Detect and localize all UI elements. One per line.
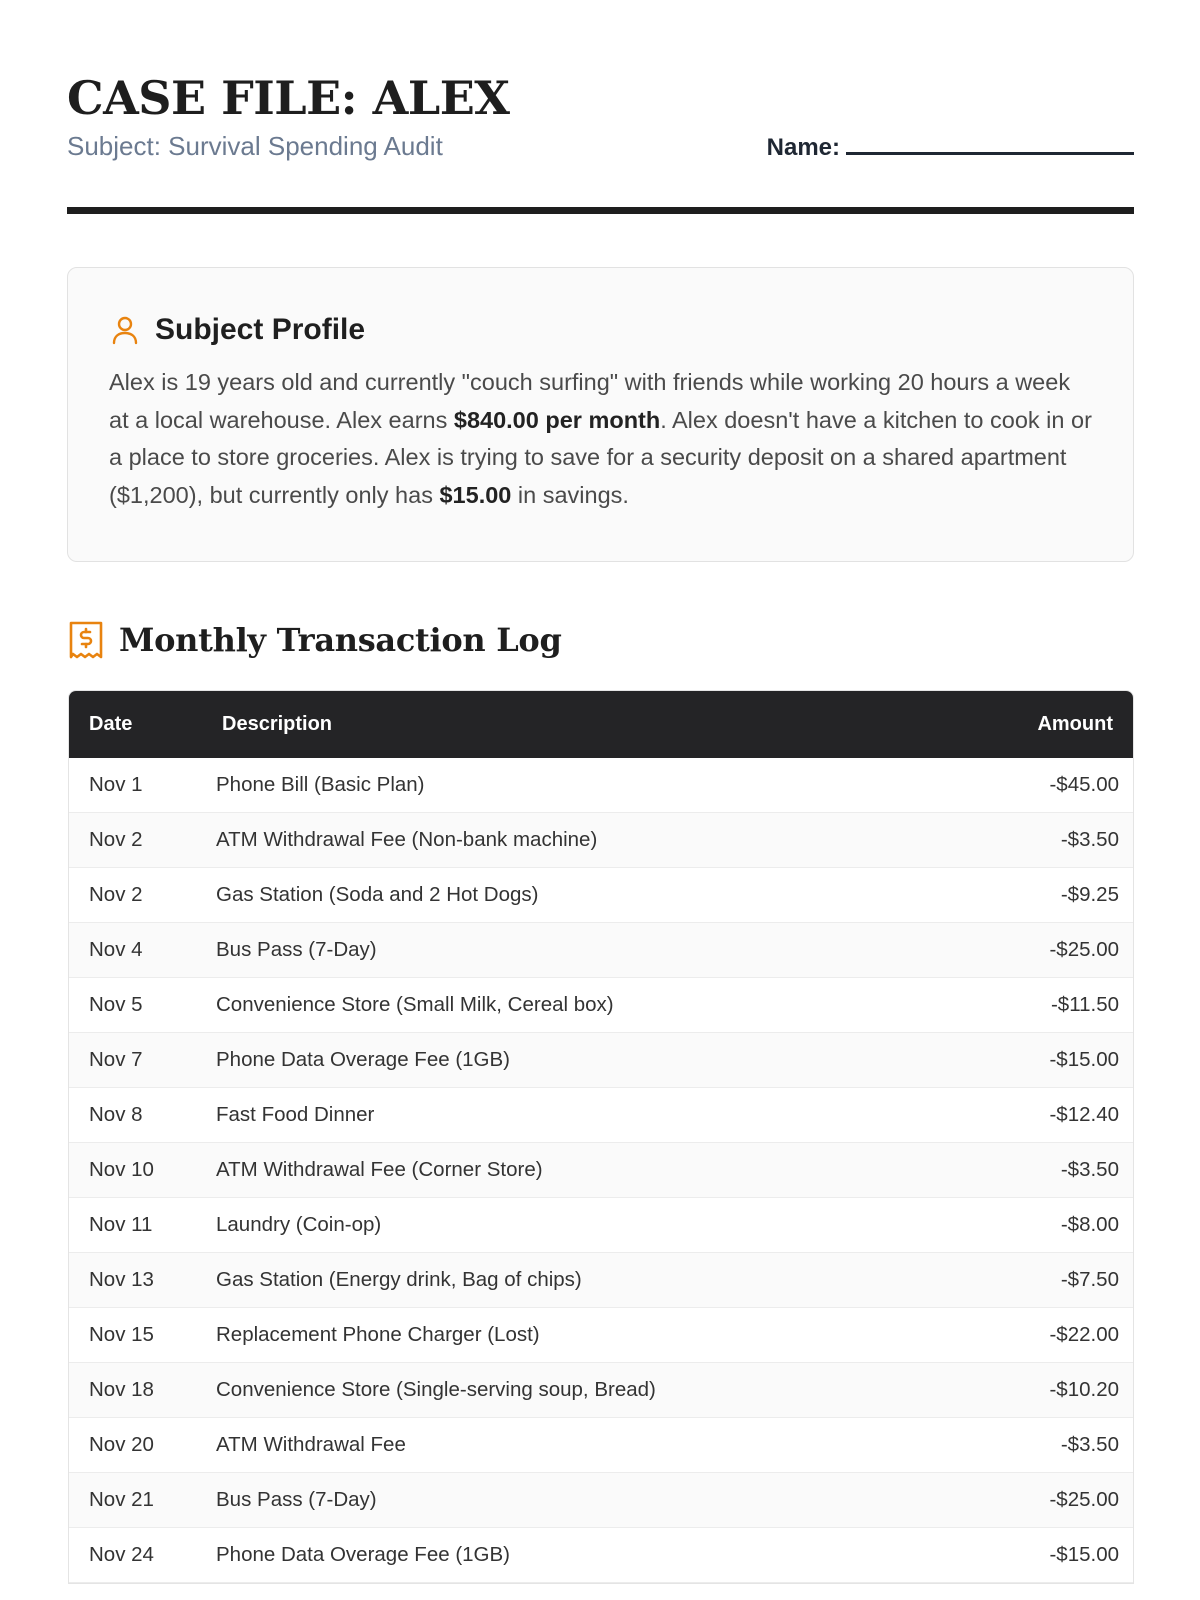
profile-heading bbox=[109, 310, 1092, 350]
row-description: ATM Withdrawal Fee bbox=[216, 1433, 406, 1456]
row-amount: -$22.00 bbox=[1049, 1323, 1119, 1346]
profile-title: Subject Profile bbox=[155, 313, 366, 346]
subject-line: Subject: Survival Spending Audit bbox=[67, 131, 443, 161]
transaction-table bbox=[68, 690, 1134, 1584]
row-description: Bus Pass (7-Day) bbox=[216, 1488, 377, 1511]
row-date: Nov 18 bbox=[89, 1378, 154, 1401]
page-title: CASE FILE: ALEX bbox=[67, 71, 510, 125]
row-amount: -$25.00 bbox=[1049, 1488, 1119, 1511]
column-header-amount: Amount bbox=[1037, 713, 1113, 735]
row-description: Bus Pass (7-Day) bbox=[216, 938, 377, 961]
table-row bbox=[69, 1033, 1133, 1088]
row-description: Fast Food Dinner bbox=[216, 1103, 375, 1126]
table-row bbox=[69, 1143, 1133, 1198]
row-amount: -$45.00 bbox=[1049, 773, 1119, 796]
row-description: Convenience Store (Single-serving soup, Bread) bbox=[216, 1378, 656, 1401]
row-amount: -$12.40 bbox=[1049, 1103, 1119, 1126]
profile-savings: $15.00 bbox=[439, 481, 512, 508]
user-icon bbox=[109, 314, 141, 346]
row-amount: -$3.50 bbox=[1060, 1158, 1119, 1181]
table-row bbox=[69, 1198, 1133, 1253]
table-row bbox=[69, 1363, 1133, 1418]
row-description: ATM Withdrawal Fee (Corner Store) bbox=[216, 1158, 543, 1181]
profile-text-2: . Alex doesn't have a kitchen to cook in or a place to store groceries. Alex is trying to save for a security deposit on a shared apartment ($1,200), but currently only has bbox=[109, 406, 1092, 508]
row-amount: -$15.00 bbox=[1049, 1048, 1119, 1071]
table-row bbox=[69, 923, 1133, 978]
row-description: ATM Withdrawal Fee (Non-bank machine) bbox=[216, 828, 598, 851]
row-date: Nov 5 bbox=[89, 993, 143, 1016]
row-amount: -$8.00 bbox=[1060, 1213, 1119, 1236]
header-divider bbox=[67, 207, 1134, 214]
case-header bbox=[67, 68, 1134, 214]
table-header bbox=[69, 691, 1133, 758]
table-row bbox=[69, 1253, 1133, 1308]
table-row bbox=[69, 1528, 1133, 1583]
row-date: Nov 8 bbox=[89, 1103, 143, 1126]
row-description: Laundry (Coin-op) bbox=[216, 1213, 382, 1236]
name-blank-line[interactable] bbox=[846, 137, 1134, 155]
row-date: Nov 11 bbox=[89, 1213, 153, 1236]
table-row bbox=[69, 813, 1133, 868]
row-description: Convenience Store (Small Milk, Cereal box) bbox=[216, 993, 614, 1016]
subject-profile-card bbox=[67, 267, 1134, 562]
row-date: Nov 2 bbox=[89, 883, 143, 906]
row-date: Nov 1 bbox=[89, 773, 143, 796]
row-date: Nov 21 bbox=[89, 1488, 154, 1511]
row-date: Nov 7 bbox=[89, 1048, 143, 1071]
row-date: Nov 15 bbox=[89, 1323, 154, 1346]
row-amount: -$9.25 bbox=[1060, 883, 1119, 906]
row-amount: -$7.50 bbox=[1060, 1268, 1119, 1291]
row-description: Phone Data Overage Fee (1GB) bbox=[216, 1048, 510, 1071]
row-date: Nov 10 bbox=[89, 1158, 154, 1181]
row-description: Gas Station (Energy drink, Bag of chips) bbox=[216, 1268, 582, 1291]
column-header-description: Description bbox=[222, 713, 333, 735]
receipt-icon bbox=[67, 620, 105, 660]
row-amount: -$3.50 bbox=[1060, 1433, 1119, 1456]
table-row bbox=[69, 1088, 1133, 1143]
row-description: Phone Bill (Basic Plan) bbox=[216, 773, 425, 796]
table-body bbox=[69, 758, 1133, 1583]
row-amount: -$25.00 bbox=[1049, 938, 1119, 961]
table-row bbox=[69, 868, 1133, 923]
table-row bbox=[69, 978, 1133, 1033]
name-field bbox=[767, 134, 1134, 162]
log-heading bbox=[67, 618, 562, 662]
table-row bbox=[69, 758, 1133, 813]
profile-income: $840.00 per month bbox=[453, 406, 661, 433]
row-date: Nov 20 bbox=[89, 1433, 154, 1456]
row-description: Phone Data Overage Fee (1GB) bbox=[216, 1543, 510, 1566]
row-date: Nov 4 bbox=[89, 938, 143, 961]
name-label: Name: bbox=[766, 134, 840, 161]
row-amount: -$3.50 bbox=[1060, 828, 1119, 851]
profile-description bbox=[109, 364, 1092, 514]
row-description: Replacement Phone Charger (Lost) bbox=[216, 1323, 540, 1346]
row-amount: -$11.50 bbox=[1050, 993, 1119, 1016]
table-row bbox=[69, 1473, 1133, 1528]
column-header-date: Date bbox=[89, 713, 133, 735]
profile-text-1: Alex is 19 years old and currently "couch surfing" with friends while working 20 hours a week at a local warehouse. Alex earns bbox=[109, 369, 1071, 433]
table-row bbox=[69, 1308, 1133, 1363]
row-date: Nov 24 bbox=[89, 1543, 154, 1566]
table-row bbox=[69, 1418, 1133, 1473]
profile-text-3: in savings. bbox=[511, 481, 629, 508]
row-date: Nov 13 bbox=[89, 1268, 154, 1291]
log-title: Monthly Transaction Log bbox=[119, 621, 562, 659]
row-description: Gas Station (Soda and 2 Hot Dogs) bbox=[216, 883, 539, 906]
row-amount: -$15.00 bbox=[1049, 1543, 1119, 1566]
row-date: Nov 2 bbox=[89, 828, 143, 851]
row-amount: -$10.20 bbox=[1049, 1378, 1119, 1401]
